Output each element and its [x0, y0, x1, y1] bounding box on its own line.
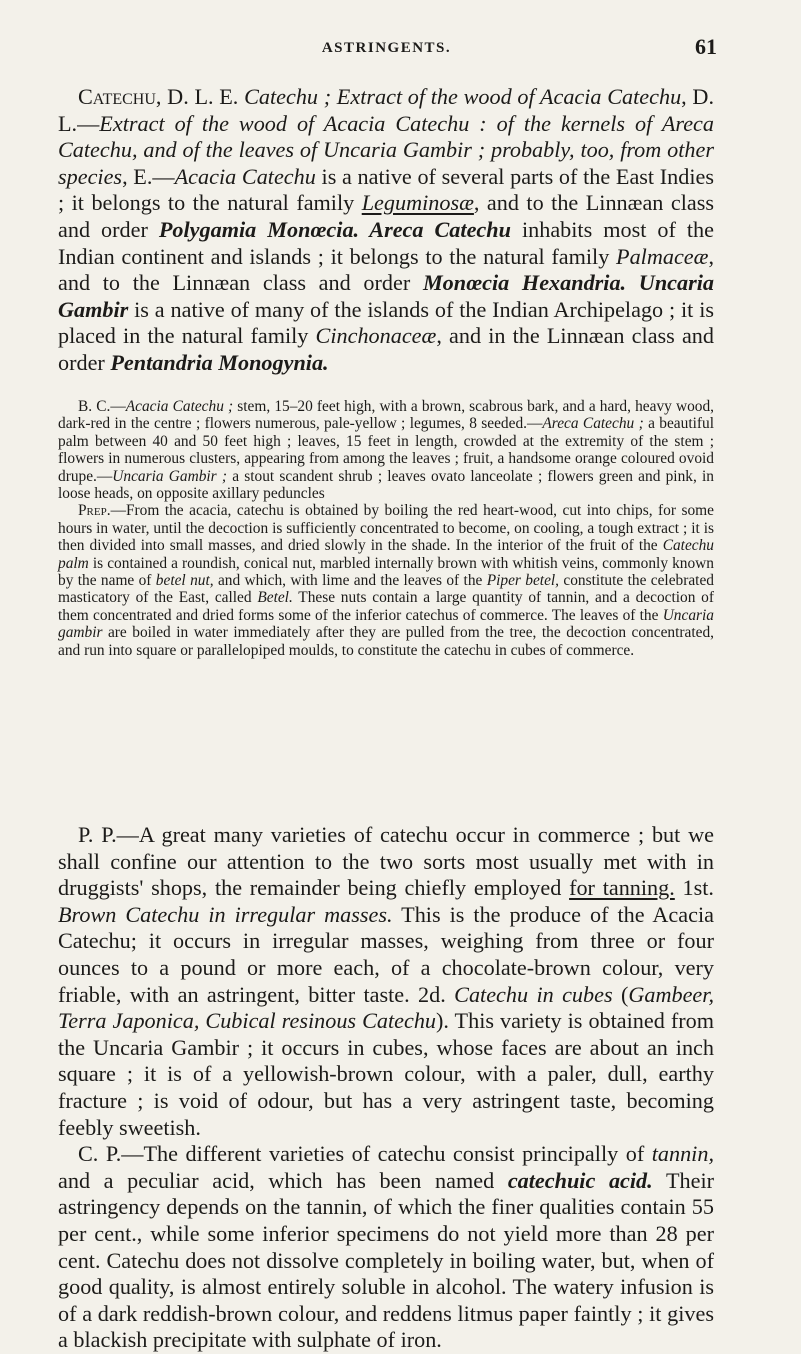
botanical-characters-note: B. C.—Acacia Catechu ; stem, 15–20 feet high, with a brown, scabrous bark, and a hard, heavy wood, dark-red in the centre ; flowers numerous, pale-yellow ; legumes, 8 seeded.—Areca Catechu ; a beautiful palm between 40 and 50 feet high ; leaves, 15 feet in length, crowded at the extremity of the stem ; flowers in numerous clusters, appearing from among the leaves ; fruit, a handsome orange coloured ovoid drupe.—Uncaria Gambir ; a stout scandent shrub ; leaves ovato lanceolate ; flowers green and pink, in loose heads, on opposite axillary peduncles Prep.—From the acacia, catechu is obtained by boiling the red heart-wood, cut into chips, for some hours in water, until the decoction is sufficiently concentrated to become, on cooling, a tough extract ; it is then divided into small masses, and dried slowly in the shade. In the interior of the fruit of the Catechu palm is contained a roundish, conical nut, marbled internally brown with whitish veins, commonly known by the name of betel nut, and which, with lime and the leaves of the Piper betel, constitute the celebrated masticatory of the East, called Betel. These nuts contain a large quantity of tannin, and a decoction of them concentrated and dried forms some of the inferior catechus of commerce. The leaves of the Uncaria gambir are boiled in water immediately after they are pulled from the tree, the decoction concentrated, and run into square or parallelopiped moulds, to constitute the catechu in cubes of commerce.	[58, 398, 715, 659]
preparation-note: Prep.—From the acacia, catechu is obtained by boiling the red heart-wood, cut into chips, for some hours in water, until the decoction is sufficiently concentrated to become, on cooling, a tough extract ; it is then divided into small masses, and dried slowly in the shade. In the interior of the fruit of the Catechu palm is contained a roundish, conical nut, marbled internally brown with whitish veins, commonly known by the name of betel nut, and which, with lime and the leaves of the Piper betel, constitute the celebrated masticatory of the East, called Betel. These nuts contain a large quantity of tannin, and a decoction of them concentrated and dried forms some of the inferior catechus of commerce. The leaves of the Uncaria gambir are boiled in water immediately after they are pulled from the tree, the decoction concentrated, and run into square or parallelopiped moulds, to constitute the catechu in cubes of commerce.	[58, 502, 715, 659]
physical-properties-section	[58, 822, 714, 1354]
running-title: ASTRINGENTS.	[321, 40, 452, 56]
running-header	[56, 34, 717, 60]
intro-paragraph: Catechu, D. L. E. Catechu ; Extract of the wood of Acacia Catechu, D. L.—Extract of the wood of Acacia Catechu : of the kernels of Areca Catechu, and of the leaves of Uncaria Gambir ; probably, too, from other species, E.—Acacia Catechu is a native of several parts of the East Indies ; it belongs to the natural family Leguminosæ, and to the Linnæan class and order Polygamia Monœcia. Areca Catechu inhabits most of the Indian continent and islands ; it belongs to the natural family Palmaceæ, and to the Linnæan class and order Monœcia Hexandria. Uncaria Gambir is a native of many of the islands of the Indian Archipelago ; it is placed in the natural family Cinchonaceæ, and in the Linnæan class and order Pentandria Monogynia.	[58, 84, 714, 375]
chemical-properties-paragraph: C. P.—The different varieties of catechu consist principally of tannin, and a peculiar acid, which has been named catechuic acid. Their astringency depends on the tannin, of which the finer qualities contain 55 per cent., while some inferior specimens do not yield more than 28 per cent. Catechu does not dissolve completely in boiling water, but, when of good quality, is almost entirely soluble in alcohol. The watery infusion is of a dark reddish-brown colour, and reddens litmus paper faintly ; it gives a blackish precipitate with sulphate of iron.	[58, 1141, 714, 1353]
page-number: 61	[695, 34, 717, 59]
physical-properties-paragraph: P. P.—A great many varieties of catechu occur in commerce ; but we shall confine our attention to the two sorts most usually met with in druggists' shops, the remainder being chiefly employed for tanning. 1st. Brown Catechu in irregular masses. This is the produce of the Acacia Catechu; it occurs in irregular masses, weighing from three or four ounces to a pound or more each, of a chocolate-brown colour, very friable, with an astringent, bitter taste. 2d. Catechu in cubes (Gambeer, Terra Japonica, Cubical resinous Catechu). This variety is obtained from the Uncaria Gambir ; it occurs in cubes, whose faces are about an inch square ; it is of a yellowish-brown colour, with a paler, dull, earthy fracture ; is void of odour, but has a very astringent taste, becoming feebly sweetish.	[58, 822, 714, 1140]
catechu-heading: Catechu	[78, 84, 156, 109]
